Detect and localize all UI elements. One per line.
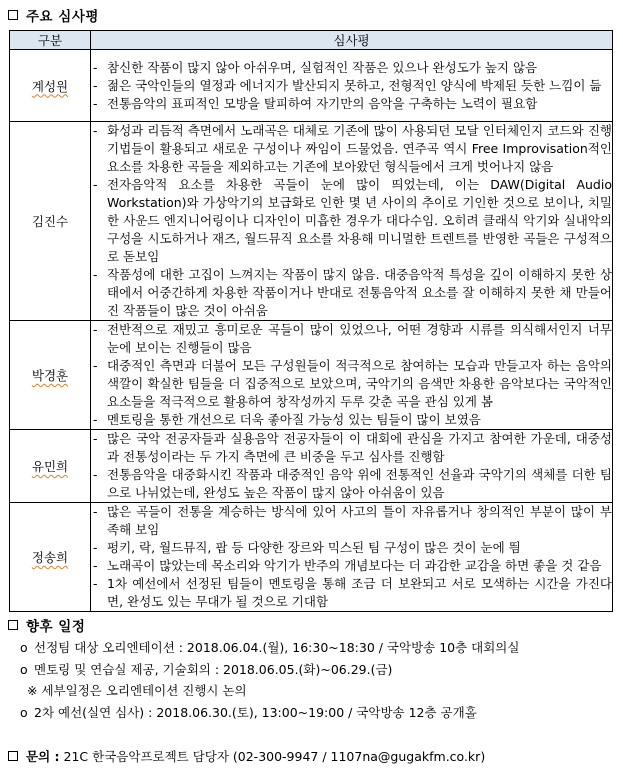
schedule-item-text: 멘토링 및 연습실 제공, 기술회의 : 2018.06.05.(화)~06.29.(금)	[34, 662, 393, 677]
comment-item: - 전통음악의 표피적인 모방을 탈피하여 자기만의 음악을 구축하는 노력이 필요함	[91, 95, 612, 113]
review-comments-cell	[91, 122, 613, 321]
review-comments-cell	[91, 50, 613, 122]
comment-item: - 젊은 국악인들의 열정과 에너지가 발산되지 못하고, 전형적인 양식에 박제된 듯한 느낌이 듦	[91, 77, 612, 95]
judge-name-cell	[10, 503, 91, 612]
comment-item: - 많은 국악 전공자들과 실용음악 전공자들이 이 대회에 관심을 가지고 참여한 가운데, 대중성과 전통성이라는 두 가지 측면에 큰 비중을 두고 심사를 진행함	[91, 430, 612, 466]
table-row	[10, 122, 613, 321]
section-title-schedule-text: 향후 일정	[26, 619, 86, 635]
judge-name-cell	[10, 321, 91, 430]
table-row	[10, 503, 613, 612]
comment-list	[91, 321, 612, 429]
checkbox-square-icon	[8, 751, 18, 761]
circle-bullet-icon: o	[20, 640, 28, 655]
judge-name-cell	[10, 430, 91, 503]
comment-item: - 노래곡이 많았는데 목소리와 악기가 반주의 개념보다는 더 과감한 교감을 하면 좋을 것 같음	[91, 557, 612, 575]
schedule-item-text: 선정팀 대상 오리엔테이션 : 2018.06.04.(월), 16:30~18:30 / 국악방송 10층 대회의실	[34, 640, 520, 655]
comment-item: - 작품성에 대한 고집이 느껴지는 작품이 많지 않음. 대중음악적 특성을 깊이 이해하지 못한 상태에서 어중간하게 차용한 작품이거나 반대로 전통음악적 요소를 잘 이해하지 못한 채 만들어진 작품들이 많은 것이 아쉬움	[91, 266, 612, 320]
comment-item: - 전반적으로 재밌고 흥미로운 곡들이 많이 있었으나, 어떤 경향과 시류를 의식해서인지 너무 눈에 보이는 진행들이 많음	[91, 321, 612, 357]
comment-item: - 참신한 작품이 많지 않아 아쉬우며, 실험적인 작품은 있으나 완성도가 높지 않음	[91, 59, 612, 77]
contact-line	[8, 747, 485, 765]
section-title-review-text: 주요 심사평	[26, 9, 99, 25]
table-row	[10, 321, 613, 430]
judge-name: 정송희	[31, 550, 69, 565]
contact-text: 21C 한국음악프로젝트 담당자 (02-300-9947 / 1107na@gugakfm.co.kr)	[63, 749, 486, 764]
table-row	[10, 50, 613, 122]
comment-item: - 1차 예선에서 선정된 팀들이 멘토링을 통해 조금 더 보완되고 서로 모색하는 시간을 가진다면, 완성도 있는 무대가 될 것으로 기대함	[91, 575, 612, 611]
review-comments-cell	[91, 503, 613, 612]
schedule-item	[20, 661, 392, 679]
section-title-schedule	[8, 615, 85, 635]
comment-list	[91, 59, 612, 113]
judge-name-cell	[10, 122, 91, 321]
checkbox-square-icon	[8, 10, 18, 20]
comment-item: - 멘토링을 통한 개선으로 더욱 좋아질 가능성 있는 팀들이 많이 보였음	[91, 411, 612, 429]
judge-name: 유민희	[31, 459, 69, 474]
column-header-category: 구분	[10, 31, 91, 50]
schedule-item	[20, 704, 477, 722]
comment-list	[91, 430, 612, 502]
circle-bullet-icon: o	[20, 705, 28, 720]
table-header-row	[10, 31, 613, 50]
comment-item: - 대중적인 측면과 더불어 모든 구성원들이 적극적으로 참여하는 모습과 만들고자 하는 음악의 색깔이 확실한 팀들을 더 집중적으로 보았으며, 국악기의 음색만 차용한 음악보다는 국악적인 요소들을 적극적으로 활용하여 창작성까지 두루 갖춘 곡을 관심 있게 봄	[91, 357, 612, 411]
comment-item: - 전통음악을 대중화시킨 작품과 대중적인 음악 위에 전통적인 선율과 국악기의 색체를 더한 팀으로 나뉘었는데, 완성도 높은 작품이 많지 않아 아쉬움이 있음	[91, 466, 612, 502]
reference-mark-icon: ※	[27, 683, 38, 698]
comment-list	[91, 503, 612, 611]
judge-name: 김진수	[31, 214, 69, 229]
review-comments-cell	[91, 321, 613, 430]
section-title-review	[8, 5, 99, 25]
comment-item: - 많은 곡들이 전통을 계승하는 방식에 있어 사고의 틀이 자유롭거나 창의적인 부분이 많이 부족해 보임	[91, 503, 612, 539]
comment-list	[91, 122, 612, 320]
column-header-review: 심사평	[91, 31, 613, 50]
schedule-item-text: 2차 예선(실연 심사) : 2018.06.30.(토), 13:00~19:00 / 국악방송 12층 공개홀	[34, 705, 477, 720]
review-comments-cell	[91, 430, 613, 503]
table-row	[10, 430, 613, 503]
comment-item: - 화성과 리듬적 측면에서 노래곡은 대체로 기존에 많이 사용되던 모달 인터체인지 코드와 진행기법들이 활용되고 새로운 구성이나 짜임이 드물었음. 연주곡 역시 Free Improvisation적인 요소를 차용한 곡들을 제외하고는 기존에 보아왔던 형식들에서 크게 벗어나지 않음	[91, 122, 612, 176]
comment-item: - 전자음악적 요소를 차용한 곡들이 눈에 많이 띄었는데, 이는 DAW(Digital Audio Workstation)와 가상악기의 보급화로 인한 몇 년 사이의 추이로 기인한 것으로 보이나, 치밀한 사운드 엔지니어링이나 디자인이 미흡한 경우가 대다수임. 오히려 클래식 악기와 실내악의 구성을 시도하거나 재즈, 월드뮤직 요소를 차용해 미니멀한 트렌트를 반영한 곡들은 구성적으로 돋보임	[91, 176, 612, 266]
comment-item: - 펑키, 락, 월드뮤직, 팝 등 다양한 장르와 믹스된 팀 구성이 많은 것이 눈에 띔	[91, 539, 612, 557]
judge-name: 박경훈	[31, 368, 69, 383]
judge-name-cell	[10, 50, 91, 122]
schedule-item	[20, 639, 519, 657]
checkbox-square-icon	[8, 620, 18, 630]
review-table	[9, 30, 613, 612]
contact-label: 문의 :	[26, 749, 60, 764]
schedule-note-text: 세부일정은 오리엔테이션 진행시 논의	[41, 683, 247, 698]
circle-bullet-icon: o	[20, 662, 28, 677]
judge-name: 계성원	[31, 78, 69, 94]
schedule-note	[27, 682, 247, 700]
